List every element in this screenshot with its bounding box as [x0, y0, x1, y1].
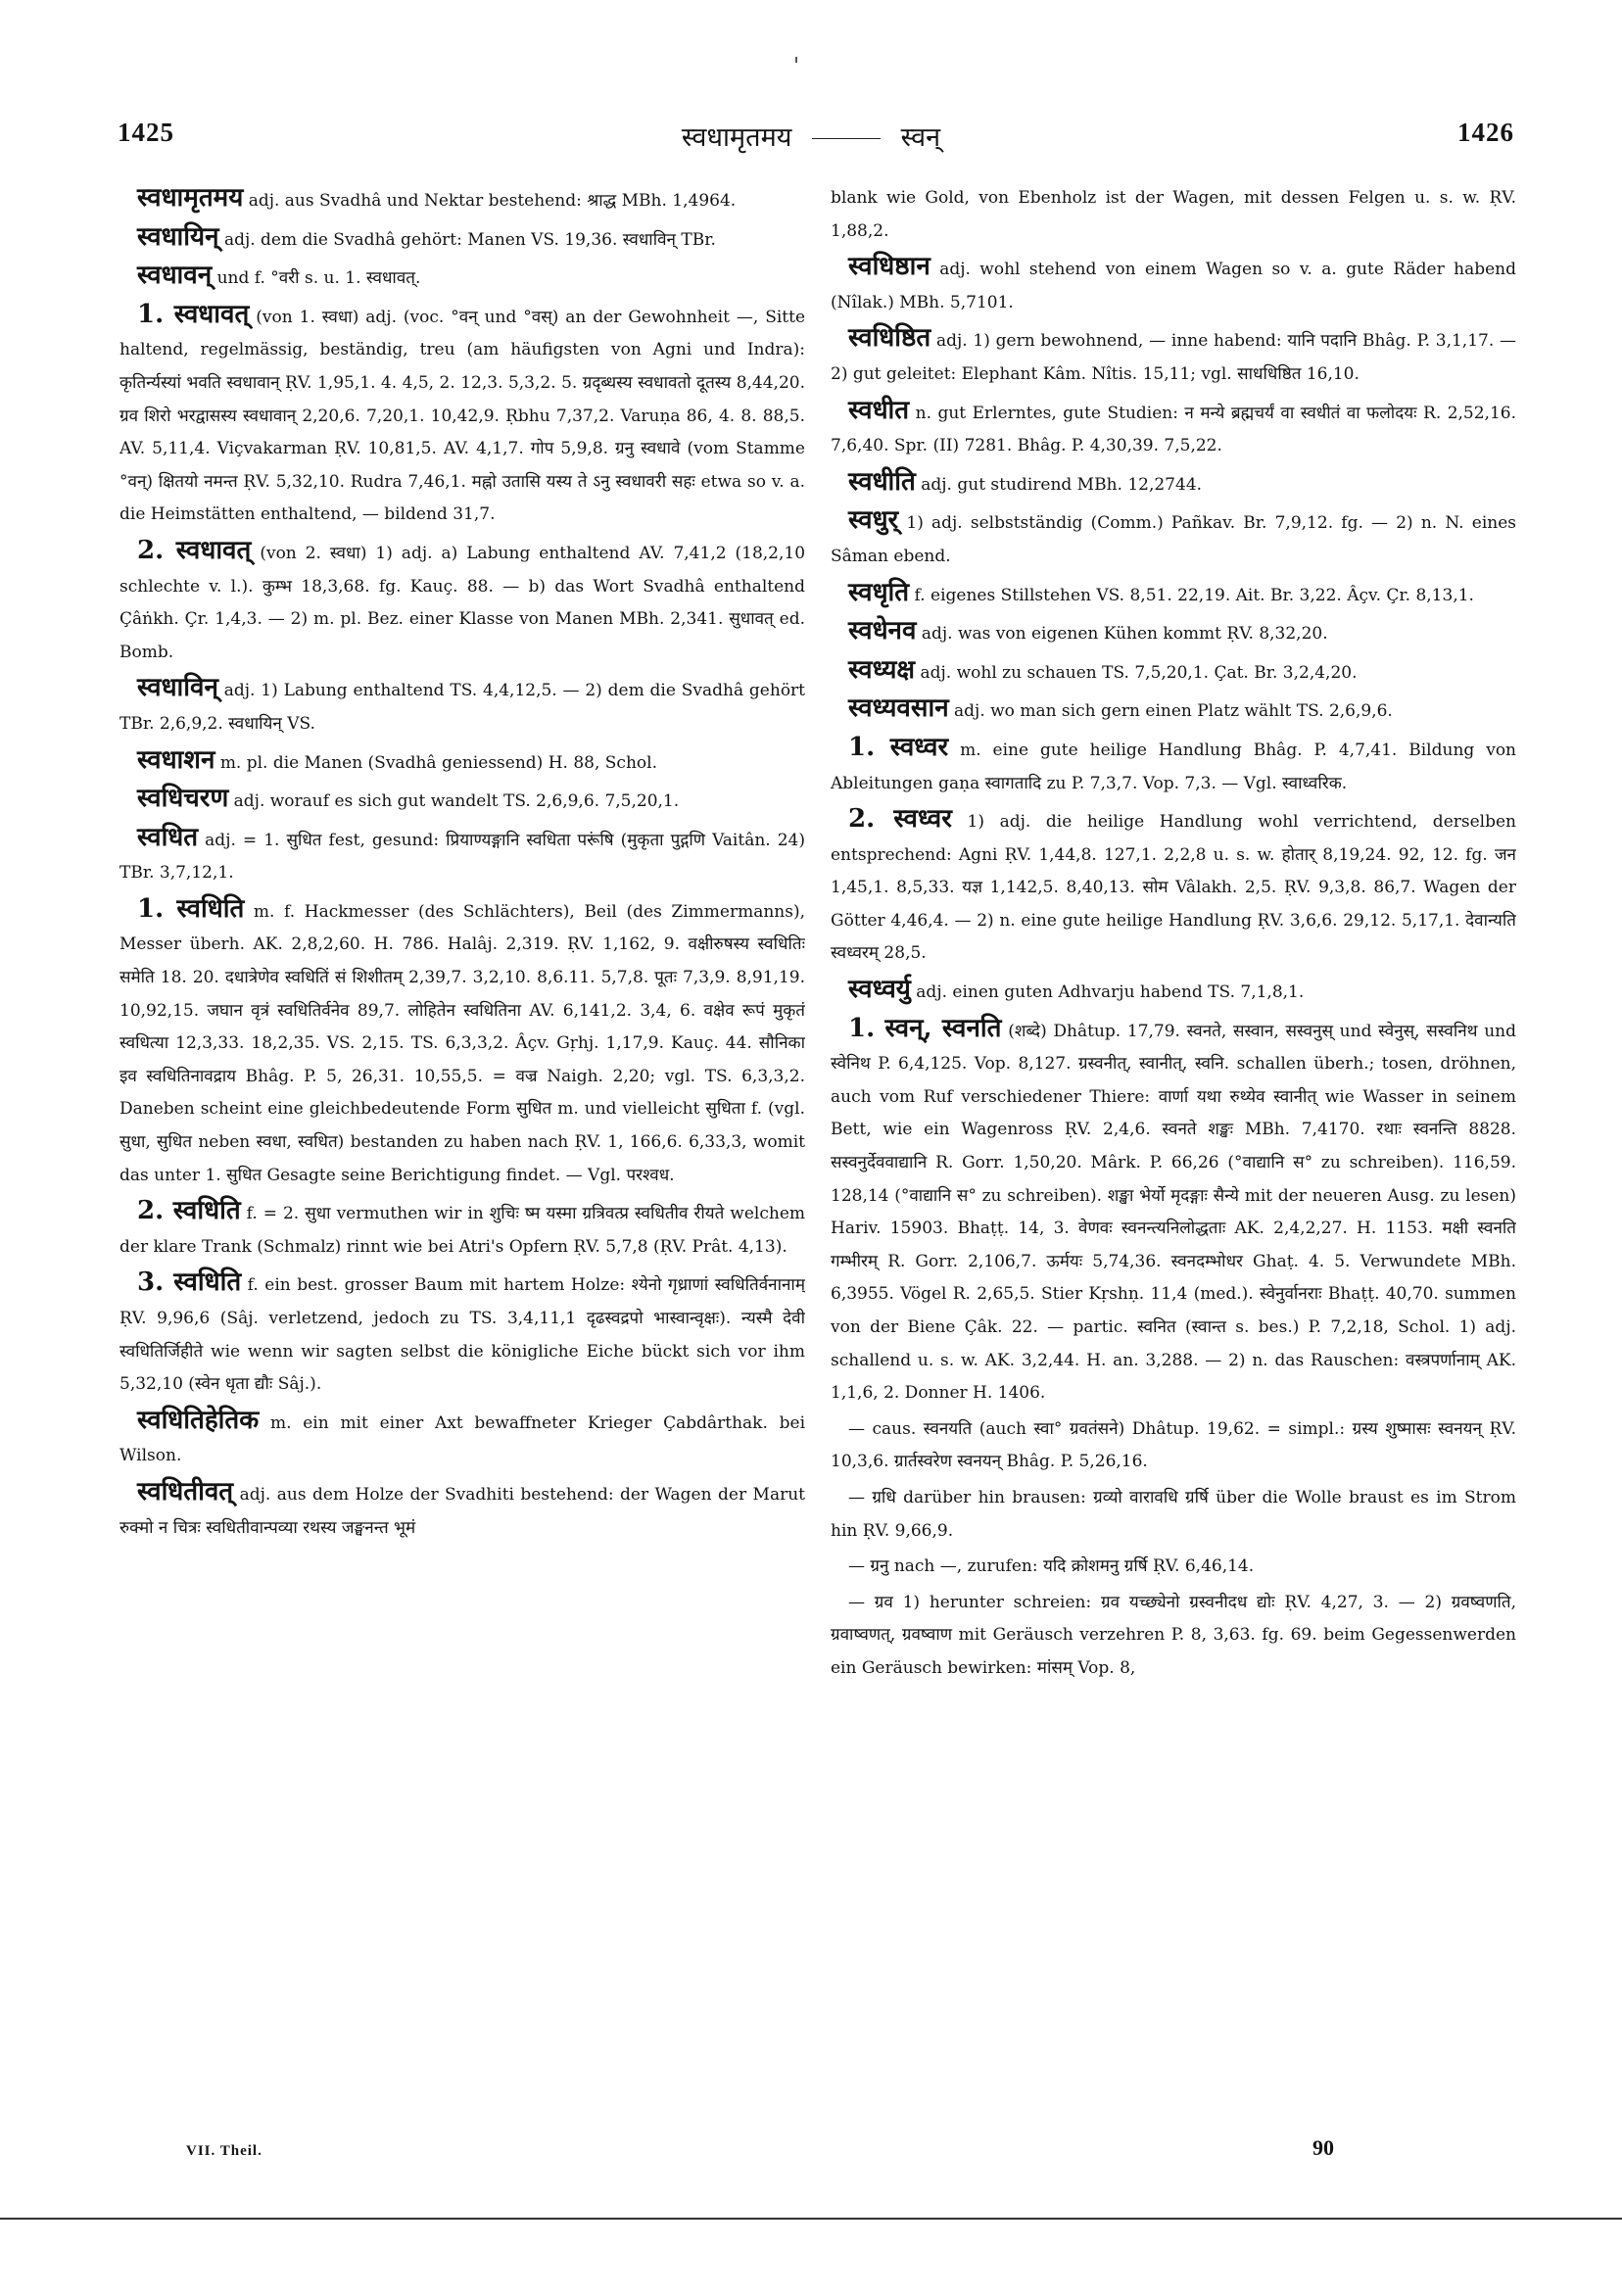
- entry-body: (von 1. स्वधा) adj. (voc. °वन् und °वस्) an der Gewohnheit —, Sitte haltend, regelmässig, beständig, treu (am häufigsten von Agni und Indra): कृतिर्न्यस्यां भवति स्वधावान् ṚV. 1,95,1. 4. 4,5, 2. 12,3. 5,3,2. 5. ग्रदृब्धस्य स्वधावतो दूतस्य 8,44,20. ग्रव शिरो भरद्वासस्य स्वधावान् 2,20,6. 7,20,1. 10,42,9. Ṛbhu 7,37,2. Varuṇa 86, 4. 8. 88,5. AV. 5,11,4. Viçvakarman ṚV. 10,81,5. AV. 4,1,7. गोप 5,9,8. ग्रनु स्वधावे (vom Stamme °वन्) क्षितयो नमन्त ṚV. 5,32,10. Rudra 7,46,1. मह्नो उतासि यस्य ते ऽनु स्वधावरी सहः etwa so v. a. die Heimstätten enthaltend, — bildend 31,7.: [119, 307, 805, 525]
- dictionary-entry: [831, 251, 1516, 319]
- entry-body: adj. aus Svadhâ und Nektar bestehend: श्राद्ध MBh. 1,4964.: [248, 191, 737, 211]
- dictionary-entry: [119, 893, 805, 1192]
- page-number-right: 1426: [1457, 118, 1514, 147]
- volume-label: VII. Theil.: [186, 2143, 262, 2159]
- entry-body: n. gut Erlerntes, gute Studien: न मन्ये ब्रह्मचर्यं वा स्वधीतं वा फलोदयः R. 2,52,16. 7,6,40. Spr. (II) 7281. Bhâg. P. 4,30,39. 7,5,22.: [831, 403, 1516, 456]
- dictionary-entry: [831, 803, 1516, 971]
- entry-body: blank wie Gold, von Ebenholz ist der Wagen, mit dessen Felgen u. s. w. ṚV. 1,88,2.: [831, 188, 1516, 241]
- entry-headword: 3. स्वधिति: [137, 1268, 242, 1298]
- dictionary-entry: [831, 1013, 1516, 1411]
- entry-body: (शब्दे) Dhâtup. 17,79. स्वनते, सस्वान, सस्वनुस् und स्वेनुस्, सस्वनिथ und स्वेनिथ P. 6,4,125. Vop. 8,127. ग्रस्वनीत्, स्वानीत्, स्वनि. schallen überh.; tosen, dröhnen, auch vom Ruf verschiedener Thiere: वार्णा यथा रुथ्येव स्वानीत् wie Wasser in seinem Bett, wie ein Wagenross ṚV. 2,4,6. स्वनते शङ्खः MBh. 7,4170. रथाः स्वनन्ति 8828. सस्वनुर्देववाद्यानि R. Gorr. 1,50,20. Mârk. P. 66,26 (°वाद्यानि स° zu schreiben). 116,59. 128,14 (°वाद्यानि स° zu schreiben). शङ्खा भेर्यो मृदङ्गाः सैन्ये mit der neueren Ausg. zu lesen) Hariv. 15903. Bhaṭṭ. 14, 3. वेणवः स्वनन्त्यनिलोद्धताः AK. 2,4,2,27. H. 1153. मक्षी स्वनति गम्भीरम् R. Gorr. 2,106,7. ऊर्मयः 5,74,36. स्वनदम्भोधर Ghaṭ. 4. 5. Verwundete MBh. 6,3955. Vögel R. 2,65,5. Stier Kṛshṇ. 11,4 (med.). स्वेनुर्वानराः Bhaṭṭ. 40,70. summen von der Biene Çâk. 22. — partic. स्वनित (स्वान्त s. bes.) P. 7,2,18, Schol. 1) adj. schallend u. s. w. AK. 3,2,44. H. an. 3,288. — 2) n. das Rauschen: वस्त्रपर्णानाम् AK. 1,1,6, 2. Donner H. 1406.: [831, 1021, 1516, 1404]
- entry-body: adj. aus dem Holze der Svadhiti bestehend: der Wagen der Marut रुक्मो न चित्रः स्वधितीवान्पव्या रथस्य जङ्घनन्त भूमं: [119, 1484, 805, 1538]
- entry-headword: स्वधीति: [848, 466, 916, 497]
- entry-headword: 1. स्वधावत्: [137, 299, 250, 329]
- dictionary-entry: [119, 221, 805, 258]
- entry-headword: 2. स्वधावत्: [137, 535, 252, 565]
- entry-body: adj. 1) Labung enthaltend TS. 4,4,12,5. — 2) dem die Svadhâ gehört TBr. 2,6,9,2. स्वधायिन् VS.: [119, 681, 805, 734]
- entry-body: adj. dem die Svadhâ gehört: Manen VS. 19,36. स्वधाविन् TBr.: [223, 229, 716, 250]
- entry-body: und f. °वरी s. u. 1. स्वधावत्.: [216, 268, 421, 289]
- dictionary-entry: [831, 974, 1516, 1010]
- entry-body: adj. wohl stehend von einem Wagen so v. a. gute Räder habend (Nîlak.) MBh. 5,7101.: [831, 260, 1516, 312]
- entry-headword: स्वधिष्ठित: [848, 323, 931, 354]
- entry-body: — ग्रधि darüber hin brausen: ग्रव्यो वारावधि ग्रर्षि über die Wolle braust es im Strom hin ṚV. 9,66,9.: [831, 1487, 1516, 1541]
- running-head-last-word: स्वन्: [900, 122, 941, 153]
- dictionary-entry: [831, 615, 1516, 651]
- entry-body: adj. wohl zu schauen TS. 7,5,20,1. Çat. Br. 3,2,4,20.: [920, 662, 1358, 683]
- entry-headword: स्वधाविन्: [137, 673, 218, 703]
- dictionary-entry: [831, 1482, 1516, 1548]
- entry-body: — ग्रव 1) herunter schreien: ग्रव यच्छ्येनो ग्रस्वनीदध द्योः ṚV. 4,27, 3. — 2) ग्रवष्वणति, ग्रवाष्वणत्, ग्रवष्वाण mit Geräusch verzehren P. 8, 3,63. fg. 69. beim Gegessenwerden ein Geräusch bewirken: मांसम् Vop. 8,: [831, 1592, 1516, 1678]
- dictionary-entry: [831, 693, 1516, 729]
- bottom-rule: [0, 2218, 1622, 2220]
- entry-headword: स्वधुर्: [848, 505, 899, 536]
- dictionary-entry: [831, 466, 1516, 502]
- entry-body: (von 2. स्वधा) 1) adj. a) Labung enthaltend AV. 7,41,2 (18,2,10 schlechte v. l.). कुम्भ 18,3,68. fg. Kauç. 88. — b) das Wort Svadhâ enthaltend Çâṅkh. Çr. 1,4,3. — 2) m. pl. Bez. einer Klasse von Manen MBh. 2,341. सुधावत् ed. Bomb.: [119, 543, 805, 662]
- entry-body: m. eine gute heilige Handlung Bhâg. P. 4,7,41. Bildung von Ableitungen gaṇa स्वागतादि zu P. 7,3,7. Vop. 7,3. — Vgl. स्वाध्वरिक.: [831, 740, 1516, 793]
- entry-headword: स्वधृति: [848, 577, 910, 607]
- entry-body: m. pl. die Manen (Svadhâ geniessend) H. 88, Schol.: [219, 752, 657, 773]
- entry-body: m. f. Hackmesser (des Schlächters), Beil (des Zimmermanns), Messer überh. AK. 2,8,2,60. H. 786. Halâj. 2,319. ṚV. 1,162, 9. वक्षीरुषस्य स्वधितिः समेति 18. 20. दधात्रेणेव स्वधितिं सं शिशीतम् 2,39,7. 3,2,10. 8,6.11. 5,7,8. पूतः 7,3,9. 8,91,19. 10,92,15. जघान वृत्रं स्वधितिर्वनेव 89,7. लोहितेन स्वधितिना AV. 6,141,2. 3,4, 6. वक्षेव रूपं मुकृतं स्वधित्या 12,3,33. 18,2,35. VS. 2,15. TS. 6,3,3,2. Âçv. Gṛhj. 1,17,9. Kauç. 44. सौनिका इव स्वधितिनावद्राय Bhâg. P. 5, 26,31. 10,55,5. = वज्र Naigh. 2,20; vgl. TS. 6,3,3,2. Daneben scheint eine gleichbedeutende Form सुधित m. und vielleicht सुधिता f. (vgl. सुधा, सुधित neben स्वधा, स्वधित) bestanden zu haben nach ṚV. 1, 166,6. 6,33,3, womit das unter 1. सुधित Gesagte seine Berichtigung findet. — Vgl. परश्वध.: [119, 901, 805, 1185]
- entry-headword: 2. स्वधिति: [137, 1196, 241, 1226]
- entry-body: adj. einen guten Adhvarju habend TS. 7,1,8,1.: [916, 982, 1305, 1003]
- page-number-left: 1425: [118, 118, 174, 147]
- entry-body: m. ein mit einer Axt bewaffneter Krieger Çabdârthak. bei Wilson.: [119, 1412, 805, 1466]
- dictionary-entry: [119, 1405, 805, 1473]
- entry-headword: स्वधीत: [848, 395, 910, 425]
- dictionary-entry: [119, 822, 805, 890]
- dictionary-entry: [831, 182, 1516, 248]
- entry-headword: 1. स्वधिति: [137, 893, 245, 924]
- dictionary-entry: [831, 1413, 1516, 1479]
- signature-mark: 90: [1312, 2135, 1334, 2160]
- dictionary-entry: [831, 577, 1516, 613]
- dictionary-entry: [831, 395, 1516, 463]
- dictionary-entry: [119, 535, 805, 669]
- entry-body: f. ein best. grosser Baum mit hartem Holze: श्येनो गृध्राणां स्वधितिर्वनानाम् ṚV. 9,96,6 (Sâj. verletzend, jedoch zu TS. 3,4,11,1 दृढस्वद्रपो भास्वान्वृक्षः). न्यस्मै देवी स्वधितिर्जिहीते wie wenn wir sagten selbst die königliche Eiche bückt sich vor ihm 5,32,10 (स्वेन धृता द्यौः Sâj.).: [119, 1275, 805, 1395]
- entry-headword: स्वधामृतमय: [137, 183, 244, 213]
- entry-headword: स्वधिचरण: [137, 784, 229, 814]
- dictionary-entry: [119, 1195, 805, 1264]
- top-margin-mark: [795, 57, 797, 63]
- dictionary-entry: [119, 260, 805, 296]
- dictionary-entry: [119, 783, 805, 819]
- entry-body: adj. gut studirend MBh. 12,2744.: [921, 474, 1203, 495]
- entry-headword: 2. स्वध्वर: [848, 804, 952, 835]
- entry-headword: स्वध्वर्यु: [848, 975, 911, 1005]
- entry-headword: स्वधायिन्: [137, 221, 219, 252]
- entry-body: adj. worauf es sich gut wandelt TS. 2,6,9,6. 7,5,20,1.: [233, 791, 680, 812]
- running-head-first-word: स्वधामृतमय: [681, 122, 792, 153]
- entry-headword: स्वधितीवत्: [137, 1476, 234, 1507]
- dictionary-entry: [119, 744, 805, 781]
- dictionary-entry: [831, 504, 1516, 573]
- dictionary-entry: [119, 1267, 805, 1401]
- right-column: [831, 182, 1516, 2131]
- left-column: [119, 182, 805, 2131]
- dictionary-entry: [831, 1551, 1516, 1584]
- entry-body: 1) adj. die heilige Handlung wohl verrichtend, derselben entsprechend: Agni ṚV. 1,44,8. 127,1. 2,2,8 u. s. w. होतार् 8,19,24. 92, 12. fg. जन 1,45,1. 8,5,33. यज्ञ 1,142,5. 8,40,13. सोम Vâlakh. 2,5. ṚV. 9,3,8. 86,7. Wagen der Götter 4,46,4. — 2) n. eine gute heilige Handlung ṚV. 3,6,6. 29,12. 5,17,1. देवान्यति स्वध्वरम् 28,5.: [831, 812, 1516, 964]
- entry-body: — ग्रनु nach —, zurufen: यदि क्रोशमनु ग्रर्षि ṚV. 6,46,14.: [848, 1556, 1255, 1577]
- entry-body: 1) adj. selbstständig (Comm.) Pañkav. Br. 7,9,12. fg. — 2) n. N. eines Sâman ebend.: [831, 513, 1516, 566]
- entry-body: f. = 2. सुधा vermuthen wir in शुचिः ष्म यस्मा ग्रत्रिवत्प्र स्वधितीव रीयते welchem der klare Trank (Schmalz) rinnt wie bei Atri's Opfern ṚV. 5,7,8 (ṚV. Prât. 4,13).: [119, 1204, 805, 1257]
- dictionary-entry: [119, 182, 805, 218]
- entry-headword: स्वधेनव: [848, 616, 917, 646]
- dictionary-entry: [119, 672, 805, 741]
- entry-headword: स्वधाशन: [137, 744, 215, 775]
- entry-body: adj. = 1. सुधित fest, gesund: प्रियाण्यङ्गानि स्वधिता परूंषि (मुकृता पुद्गणि Vaitân. 24) TBr. 3,7,12,1.: [119, 830, 805, 884]
- running-head: [0, 118, 1622, 154]
- entry-body: — caus. स्वनयति (auch स्वा° ग्रवतंसने) Dhâtup. 19,62. = simpl.: ग्रस्य शुष्मासः स्वनयन् ṚV. 10,3,6. ग्रार्तस्वरेण स्वनयन् Bhâg. P. 5,26,16.: [831, 1418, 1516, 1472]
- dictionary-entry: [119, 1476, 805, 1545]
- entry-headword: 1. स्वध्वर: [848, 732, 949, 762]
- entry-headword: स्वधावन्: [137, 261, 213, 291]
- dictionary-entry: [831, 732, 1516, 800]
- entry-body: adj. 1) gern bewohnend, — inne habend: यानि पदानि Bhâg. P. 3,1,17. — 2) gut geleitet: Elephant Kâm. Nîtis. 15,11; vgl. साधधिष्ठित 16,10.: [831, 331, 1516, 384]
- dictionary-entry: [831, 1587, 1516, 1686]
- entry-headword: स्वध्यवसान: [848, 694, 949, 724]
- entry-headword: 1. स्वन्, स्वनति: [848, 1013, 1002, 1043]
- entry-body: adj. was von eigenen Kühen kommt ṚV. 8,32,20.: [921, 624, 1328, 645]
- dictionary-entry: [119, 299, 805, 532]
- dictionary-entry: [831, 322, 1516, 391]
- entry-headword: स्वधितिहेतिक: [137, 1405, 260, 1435]
- running-head-dash: [812, 138, 881, 139]
- page-header: [0, 118, 1622, 157]
- entry-headword: स्वध्यक्ष: [848, 654, 916, 685]
- entry-headword: स्वधित: [137, 822, 199, 852]
- entry-headword: स्वधिष्ठान: [848, 252, 930, 282]
- dictionary-entry: [831, 654, 1516, 691]
- entry-body: adj. wo man sich gern einen Platz wählt TS. 2,6,9,6.: [954, 701, 1393, 722]
- entry-body: f. eigenes Stillstehen VS. 8,51. 22,19. Ait. Br. 3,22. Âçv. Çr. 8,13,1.: [914, 585, 1474, 605]
